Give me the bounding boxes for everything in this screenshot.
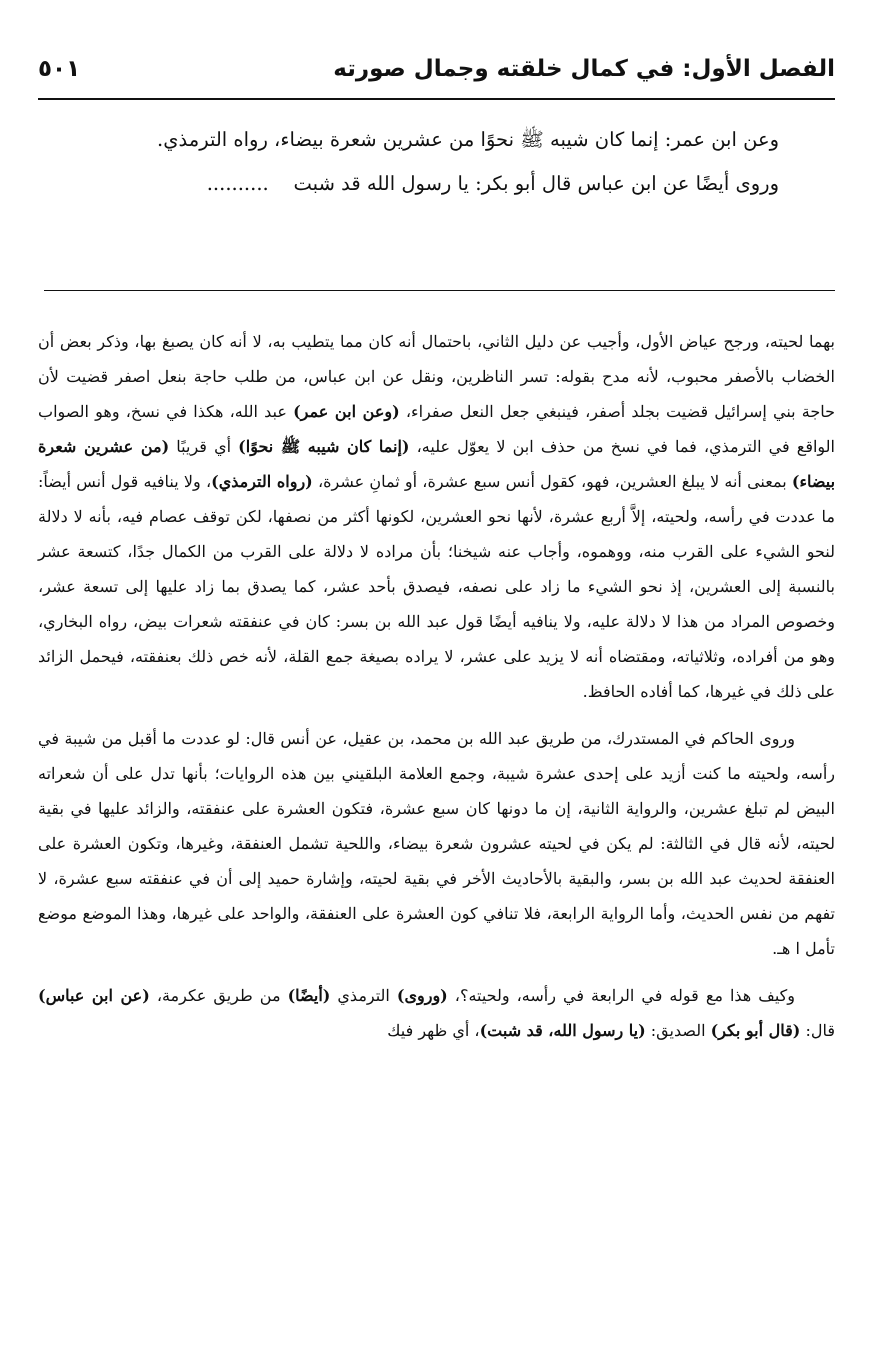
quoted-hadith-text: (إنما كان شيبه ﷺ نحوًا) — [238, 437, 410, 456]
commentary-text-span: الصديق: — [645, 1021, 711, 1040]
commentary-text-span: من طريق عكرمة، — [149, 986, 288, 1005]
page-header — [38, 44, 835, 94]
commentary-text-span: ، ولا ينافيه قول أنس أيضاً: ما عددت في رأسه، ولحيته، إلاَّ أربع عشرة، لأنها نحو العشرين، لكونها أكثر من نصفها، لكن توقف عصام فيه، بأنه لا دلالة لنحو الشيء على القرب منه، ووهموه، وأجاب عنه شيخنا؛ بأن مراده لا دلالة على القرب من الكمال جدًا، كتسعة عشر بالنسبة إلى العشرين، إذ نحو الشيء ما زاد على نصفه، فيصدق بأحد عشر، كما يصدق بما زاد عليها إلى تسعة عشر، وخصوص المراد من هذا لا دلالة عليه، ولا ينافيه أيضًا قول عبد الله بن بسر: كان في عنفقته شعرات بيض، رواه البخاري، وهو من أفراده، وثلاثياته، ومقتضاه أنه لا يزيد على عشر، لا يراده بصيغة جمع القلة، لأنه خص ذلك بعنفقته، فيحمل الزائد على ذلك في غيرها، كما أفاده الحافظ. — [38, 472, 835, 701]
header-rule — [38, 98, 835, 100]
quoted-hadith-text: (من عشرين شعرة بيضاء) — [38, 437, 836, 491]
commentary-text-span: وكيف هذا مع قوله في الرابعة في رأسه، ولحيته؟، — [447, 986, 795, 1005]
quoted-hadith-text: (قال أبو بكر) — [710, 1021, 801, 1040]
commentary-paragraph-2: وروى الحاكم في المستدرك، من طريق عبد الله بن محمد، بن عقيل، عن أنس قال: لو عددت ما أقبل من شيبة في رأسه، ولحيته ما كنت أزيد على إحدى عشرة شيبة، وجمع العلامة البلقيني بين هذه الروايات؛ بأنها تدل على أن شعراته البيض لم تبلغ عشرين، والرواية الثانية، إن ما دونها كان سبع عشرة، فتكون العشرة على عنفقته، والزائد عليها في بقية لحيته، لأنه قال في الثالثة: لم يكن في لحيته عشرون شعرة بيضاء، واللحية تشمل العنفقة، وغيرها، وتكون العشرة على العنفقة لحديث عبد الله بن بسر، والبقية بالأحاديث الأخر في بقية لحيته، وإشارة حميد إلى أن في عنفقته سبع عشرة، لا تفهم من نفس الحديث، وأما الرواية الرابعة، فلا تنافي كون العشرة على العنفقة، والواحد على غيرها، وهذا الموضع موضع تأمل ا هـ. — [38, 729, 835, 958]
footnote-divider — [44, 290, 835, 291]
matn-paragraph-1: وعن ابن عمر: إنما كان شيبه ﷺ نحوًا من عشرين شعرة بيضاء، رواه الترمذي. — [157, 128, 779, 151]
commentary-text-span: أي قريبًا — [169, 437, 239, 456]
quoted-hadith-text: (يا رسول الله، قد شبت) — [479, 1021, 646, 1040]
quoted-hadith-text: (وروى) — [396, 986, 448, 1005]
running-title: الفصل الأول: في كمال خلقته وجمال صورته — [333, 56, 835, 82]
main-text — [38, 118, 835, 206]
commentary-paragraph-1 — [38, 324, 835, 709]
page-number: ٥٠١ — [38, 56, 81, 82]
quoted-hadith-text: (رواه الترمذي) — [211, 472, 313, 491]
commentary-text-span: قال: — [800, 1021, 835, 1040]
commentary-text-span: ، أي ظهر فيك — [387, 1021, 480, 1040]
matn-paragraph-2-text: وروى أيضًا عن ابن عباس قال أبو بكر: يا رسول الله قد شبت — [293, 172, 779, 195]
quoted-hadith-text: (عن ابن عباس) — [38, 986, 150, 1005]
commentary-text-span: عبد الله، هكذا في نسخ، وهو الصواب الواقع في الترمذي، فما في نسخ من حذف ابن لا يعوّل عليه، — [38, 402, 835, 456]
commentary-text-span: الترمذي — [330, 986, 397, 1005]
quoted-hadith-text: (أيضًا) — [287, 986, 331, 1005]
commentary-text-span: بهما لحيته، ورجح عياض الأول، وأجيب عن دليل الثاني، باحتمال أنه كان مما يتطيب به، لا أنه كان يصبغ بها، وذكر بعض أن الخضاب بالأصفر محبوب، لأنه مدح بقوله: تسر الناظرين، ونقل عن ابن عباس، من طلب حاجة بنعل اصفر قضيت لأن حاجة بني إسرائيل قضيت بجلد أصفر، فينبغي جعل النعل صفراء، — [38, 332, 836, 421]
commentary-paragraph-3 — [38, 978, 835, 1048]
matn-paragraph-2 — [38, 162, 835, 206]
quoted-hadith-text: (وعن ابن عمر) — [293, 402, 400, 421]
commentary-text-span: بمعنى أنه لا يبلغ العشرين، فهو، كقول أنس سبع عشرة، أو ثمانِ عشرة، — [312, 472, 792, 491]
ellipsis-dots: .......... — [206, 172, 269, 195]
commentary-text — [38, 324, 835, 1060]
